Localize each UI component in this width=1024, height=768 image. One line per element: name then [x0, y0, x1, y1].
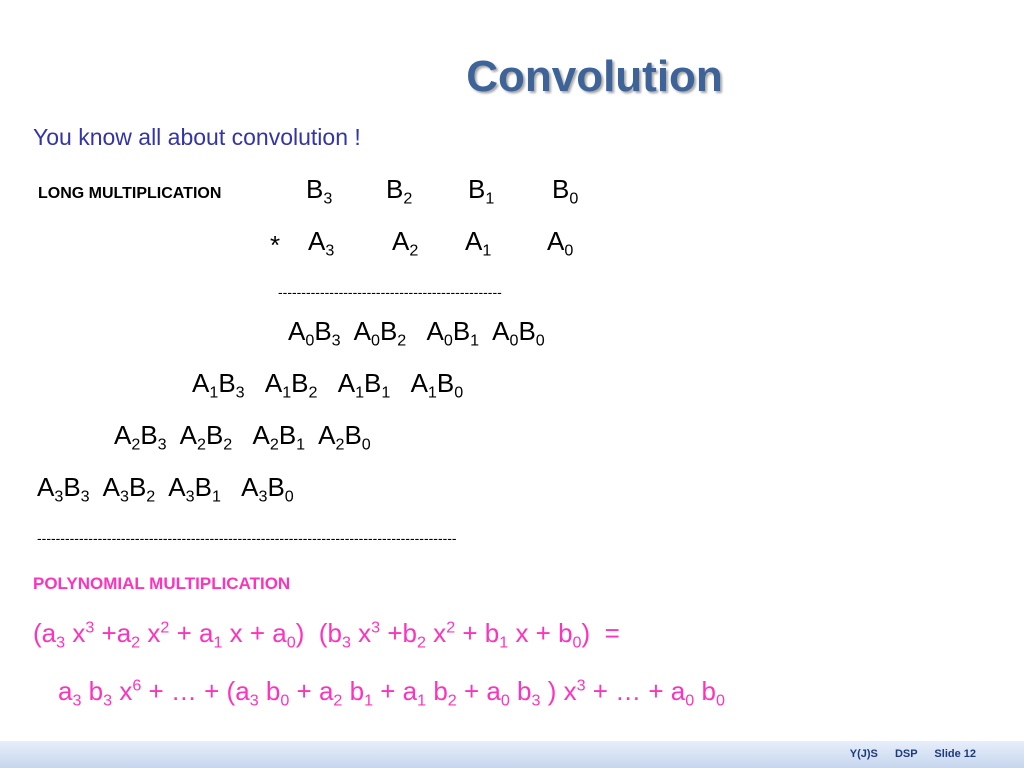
polynomial-multiplication-label: POLYNOMIAL MULTIPLICATION — [33, 574, 291, 593]
footer-text — [836, 748, 976, 760]
footer-bar — [0, 741, 1024, 768]
long-multiplication-label: LONG MULTIPLICATION — [38, 185, 222, 202]
term-b1: $B_1$ — [468, 174, 495, 208]
polynomial-result-line: $a_3$ $b_3$ $x^6$ + … + ($a_3$ $b_0 + a_2$ $b_1 + a_1$ $b_2 + a_0$ $b_3$ ) $x^3$ + … + $a_0$ $b_0$ — [58, 676, 725, 710]
partial-row-a0: $A_0B_3$ $A_0B_2$ $A_0B_1$ $A_0B_0$ — [288, 316, 545, 350]
divider-short: ------------------------------------------------ — [278, 284, 502, 300]
term-a0: $A_0$ — [547, 226, 574, 260]
footer-course: Y(J)S — [849, 748, 878, 760]
term-b3: $B_3$ — [306, 174, 333, 208]
footer-slide-number: Slide 12 — [934, 748, 976, 760]
partial-row-a2: $A_2B_3$ $A_2B_2$ $A_2B_1$ $A_2B_0$ — [114, 420, 371, 454]
footer-subject: DSP — [894, 748, 918, 760]
term-a1: $A_1$ — [465, 226, 492, 260]
slide-subtitle: You know all about convolution ! — [33, 124, 361, 150]
term-a3: $A_3$ — [308, 226, 335, 260]
term-a2: $A_2$ — [392, 226, 419, 260]
slide-title: Convolution — [466, 52, 723, 101]
term-b2: $B_2$ — [386, 174, 413, 208]
partial-row-a1: $A_1B_3$ $A_1B_2$ $A_1B_1$ $A_1B_0$ — [192, 368, 464, 402]
polynomial-product-line: ($a_3$ $x^3 +a_2$ $x^2 + a_1$ $x + a_0$) ($b_3$ $x^3 +b_2$ $x^2 + b_1$ $x + b_0$) = — [33, 618, 620, 652]
partial-row-a3: $A_3B_3$ $A_3B_2$ $A_3B_1$ $A_3B_0$ — [37, 472, 294, 506]
term-b0: $B_0$ — [552, 174, 579, 208]
multiply-operator: * — [270, 230, 281, 260]
divider-long: ------------------------------------------------------------------------------------------ — [37, 530, 457, 546]
